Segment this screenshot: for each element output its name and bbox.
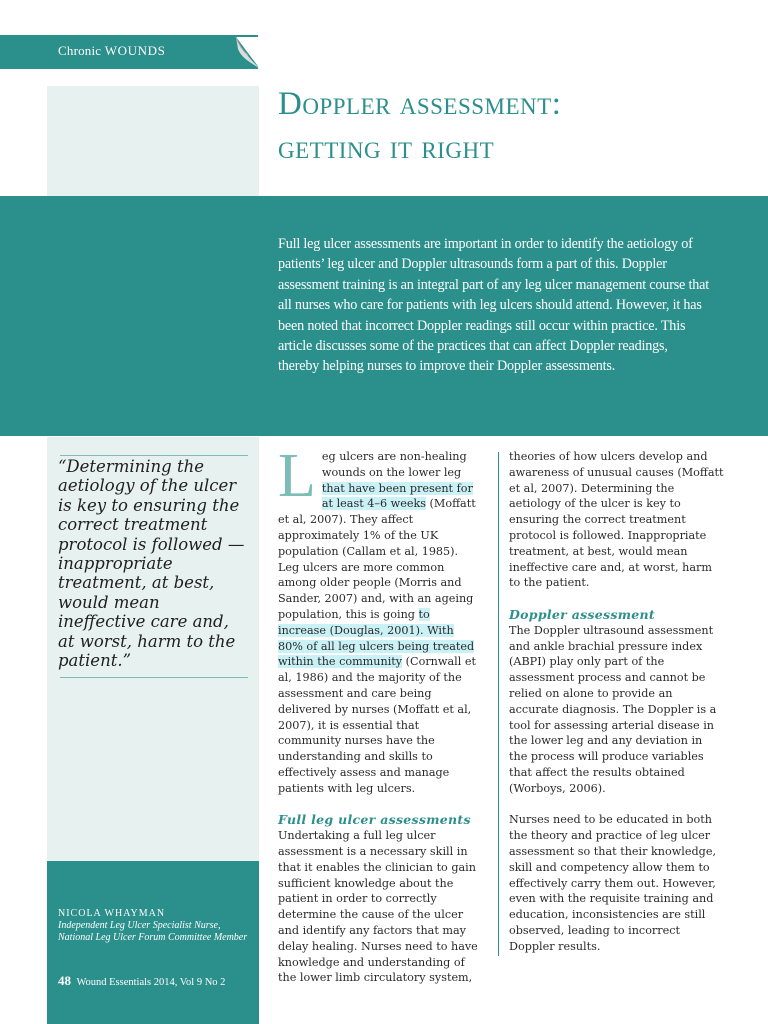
text-run: (Cornwall et al, 1986) and the majority of the assessment and care being delivered by nurses (Moffatt et al, 2007), it is essential that community nurses have the understanding and skills to effectively assess and manage patients with leg ulcers.	[278, 655, 476, 795]
page-footer	[58, 973, 225, 989]
title-line-2: getting it right	[278, 130, 495, 166]
body-column-2	[509, 449, 724, 955]
subheading-full-assessments: Full leg ulcer assessments	[278, 812, 471, 828]
article-title	[278, 82, 748, 170]
section-prefix: Chronic	[58, 43, 102, 58]
body-paragraph-1	[278, 442, 478, 797]
quote-rule-top	[60, 455, 248, 456]
lead-paragraph: Full leg ulcer assessments are important in order to identify the aetiology of patients’ leg ulcer and Doppler ultrasounds form a part of this. Doppler assessment training is an integral part of any leg ulcer management course that all nurses who care for patients with leg ulcers should attend. However, it has been noted that incorrect Doppler readings still occur within practice. This article discusses some of the practices that can affect Doppler readings, thereby helping nurses to improve their Doppler assessments.	[278, 236, 709, 375]
body-paragraph-4: The Doppler ultrasound assessment and ankle brachial pressure index (ABPI) play only part of the assessment process and cannot be relied on alone to provide an accurate diagnosis. The Doppler is a tool for assessing arterial disease in the lower leg and any deviation in the process will produce variables that affect the results obtained (Worboys, 2006).	[509, 623, 717, 795]
column-divider	[498, 452, 499, 956]
pull-quote: “Determining the aetiology of the ulcer is key to ensuring the correct treatment protocol is followed — inappropriate treatment, at best, would mean ineffective care and, at worst, harm to the patient.”	[58, 457, 245, 671]
author-role: Independent Leg Ulcer Specialist Nurse, National Leg Ulcer Forum Committee Member	[58, 920, 248, 943]
section-name: WOUNDS	[104, 43, 166, 58]
page-number: 48	[58, 973, 71, 988]
journal-citation: Wound Essentials 2014, Vol 9 No 2	[76, 977, 226, 988]
text-run: eg ulcers are non-healing wounds on the lower leg	[321, 450, 467, 479]
quote-rule-bottom	[60, 677, 248, 678]
body-paragraph-3: theories of how ulcers develop and awareness of unusual causes (Moffatt et al, 2007). Determining the aetiology of the ulcer is key to ensuring the correct treatment protocol is followed. Inappropriate treatment, at best, would mean ineffective care and, at worst, harm to the patient.	[509, 450, 724, 590]
drop-cap: L	[278, 442, 316, 510]
page-curl-icon	[234, 37, 260, 69]
body-column-1	[278, 442, 478, 986]
body-paragraph-5: Nurses need to be educated in both the theory and practice of leg ulcer assessment so that their knowledge, skill and competency allow them to effectively carry them out. However, even with the requisite training and education, inconsistencies are still observed, leading to incorrect Doppler results.	[509, 813, 716, 953]
highlighted-text: to increase (Douglas, 2001). With 80% of all leg ulcers being treated within the community	[278, 607, 475, 669]
text-run: (Moffatt et al, 2007). They affect approximately 1% of the UK population (Callam et al, 1985). Leg ulcers are more common among older people (Morris and Sander, 2007) and, with an ageing population, this is going	[278, 497, 476, 621]
section-label	[58, 43, 165, 59]
body-paragraph-2: Undertaking a full leg ulcer assessment is a necessary skill in that it enables the clinician to gain sufficient knowledge about the patient in order to correctly determine the cause of the ulcer and identify any factors that may delay healing. Nurses need to have knowledge and understanding of the lower limb circulatory system,	[278, 829, 478, 985]
title-line-1: Doppler assessment:	[278, 86, 562, 122]
author-name: NICOLA WHAYMAN	[58, 908, 166, 919]
highlighted-text: that have been present for at least 4–6 weeks	[321, 481, 473, 511]
sidebar-background-top	[47, 86, 259, 196]
subheading-doppler-assessment: Doppler assessment	[509, 606, 655, 622]
